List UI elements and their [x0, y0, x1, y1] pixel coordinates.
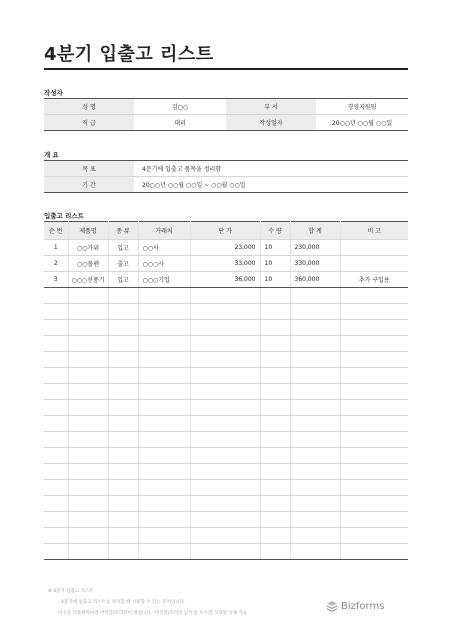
- cell-unit-price[interactable]: 36,000: [190, 272, 260, 288]
- empty-cell[interactable]: [340, 320, 408, 336]
- empty-table-row: [44, 464, 408, 480]
- empty-cell[interactable]: [260, 464, 290, 480]
- empty-cell[interactable]: [44, 384, 68, 400]
- empty-table-row: [44, 448, 408, 464]
- empty-cell[interactable]: [108, 432, 138, 448]
- cell-product[interactable]: ○○볼펜: [68, 256, 108, 272]
- cell-quantity[interactable]: 10: [260, 256, 290, 272]
- cell-no[interactable]: 2: [44, 256, 68, 272]
- period-label: 기 간: [44, 177, 134, 193]
- empty-cell[interactable]: [138, 288, 190, 304]
- empty-cell[interactable]: [138, 512, 190, 528]
- empty-cell[interactable]: [190, 384, 260, 400]
- cell-client[interactable]: ○○사: [138, 240, 190, 256]
- empty-cell[interactable]: [138, 352, 190, 368]
- empty-cell[interactable]: [260, 304, 290, 320]
- empty-cell[interactable]: [108, 464, 138, 480]
- empty-cell[interactable]: [190, 528, 260, 544]
- header-note: 비 고: [340, 222, 408, 240]
- empty-cell[interactable]: [290, 320, 340, 336]
- empty-cell[interactable]: [290, 480, 340, 496]
- empty-table-row: [44, 432, 408, 448]
- empty-cell[interactable]: [290, 288, 340, 304]
- empty-cell[interactable]: [108, 384, 138, 400]
- empty-cell[interactable]: [340, 432, 408, 448]
- empty-cell[interactable]: [190, 336, 260, 352]
- goal-value[interactable]: 4분기에 입출고 품목을 정리함: [134, 161, 408, 177]
- header-client: 거래처: [138, 222, 190, 240]
- empty-cell[interactable]: [138, 320, 190, 336]
- cell-unit-price[interactable]: 33,000: [190, 256, 260, 272]
- empty-cell[interactable]: [260, 320, 290, 336]
- footer-description: - 4분기에 입출고 리스트를 정리할 때 사용할 수 있는 문서입니다.: [58, 600, 186, 605]
- cell-total[interactable]: 360,000: [290, 272, 340, 288]
- empty-cell[interactable]: [68, 464, 108, 480]
- empty-cell[interactable]: [68, 544, 108, 560]
- empty-cell[interactable]: [68, 368, 108, 384]
- header-total: 합 계: [290, 222, 340, 240]
- empty-cell[interactable]: [190, 496, 260, 512]
- cell-product[interactable]: ○○가위: [68, 240, 108, 256]
- cell-quantity[interactable]: 10: [260, 240, 290, 256]
- empty-cell[interactable]: [44, 480, 68, 496]
- empty-cell[interactable]: [340, 496, 408, 512]
- empty-table-row: [44, 528, 408, 544]
- bizforms-logo: [326, 600, 384, 612]
- empty-cell[interactable]: [260, 384, 290, 400]
- empty-table-row: [44, 288, 408, 304]
- cell-product[interactable]: ○○○선풍기: [68, 272, 108, 288]
- empty-cell[interactable]: [68, 352, 108, 368]
- empty-cell[interactable]: [108, 400, 138, 416]
- empty-cell[interactable]: [290, 304, 340, 320]
- empty-cell[interactable]: [138, 304, 190, 320]
- empty-cell[interactable]: [44, 464, 68, 480]
- empty-cell[interactable]: [290, 416, 340, 432]
- empty-cell[interactable]: [44, 512, 68, 528]
- empty-table-row: [44, 352, 408, 368]
- empty-cell[interactable]: [340, 528, 408, 544]
- empty-cell[interactable]: [290, 384, 340, 400]
- empty-cell[interactable]: [138, 448, 190, 464]
- empty-cell[interactable]: [290, 368, 340, 384]
- empty-cell[interactable]: [68, 512, 108, 528]
- empty-cell[interactable]: [138, 336, 190, 352]
- empty-cell[interactable]: [340, 288, 408, 304]
- empty-table-row: [44, 368, 408, 384]
- empty-cell[interactable]: [190, 512, 260, 528]
- empty-cell[interactable]: [108, 416, 138, 432]
- empty-cell[interactable]: [290, 448, 340, 464]
- cell-note[interactable]: 추가 구입용: [340, 272, 408, 288]
- empty-cell[interactable]: [260, 544, 290, 560]
- empty-cell[interactable]: [44, 496, 68, 512]
- empty-table-row: [44, 336, 408, 352]
- empty-cell[interactable]: [108, 528, 138, 544]
- empty-cell[interactable]: [138, 480, 190, 496]
- title-divider: [44, 68, 408, 70]
- overview-section-label: 개 요: [44, 151, 59, 159]
- cell-note[interactable]: [340, 240, 408, 256]
- empty-cell[interactable]: [190, 368, 260, 384]
- empty-cell[interactable]: [108, 288, 138, 304]
- table-row: [44, 240, 408, 256]
- empty-cell[interactable]: [260, 448, 290, 464]
- empty-cell[interactable]: [44, 304, 68, 320]
- empty-cell[interactable]: [44, 368, 68, 384]
- empty-cell[interactable]: [260, 336, 290, 352]
- empty-cell[interactable]: [44, 528, 68, 544]
- author-row: [44, 115, 408, 131]
- empty-cell[interactable]: [108, 368, 138, 384]
- cell-quantity[interactable]: 10: [260, 272, 290, 288]
- empty-cell[interactable]: [190, 352, 260, 368]
- empty-cell[interactable]: [138, 416, 190, 432]
- empty-cell[interactable]: [68, 320, 108, 336]
- empty-table-row: [44, 512, 408, 528]
- empty-cell[interactable]: [68, 288, 108, 304]
- empty-cell[interactable]: [290, 512, 340, 528]
- empty-cell[interactable]: [44, 288, 68, 304]
- author-section-label: 작성자: [44, 89, 63, 97]
- empty-cell[interactable]: [340, 464, 408, 480]
- empty-cell[interactable]: [44, 432, 68, 448]
- empty-cell[interactable]: [108, 320, 138, 336]
- empty-cell[interactable]: [340, 352, 408, 368]
- rank-value[interactable]: 대리: [134, 115, 226, 131]
- empty-cell[interactable]: [108, 544, 138, 560]
- empty-cell[interactable]: [190, 448, 260, 464]
- empty-cell[interactable]: [138, 464, 190, 480]
- empty-cell[interactable]: [340, 544, 408, 560]
- empty-cell[interactable]: [340, 448, 408, 464]
- empty-cell[interactable]: [44, 400, 68, 416]
- name-label: 성 명: [44, 99, 134, 115]
- empty-cell[interactable]: [190, 304, 260, 320]
- empty-cell[interactable]: [108, 304, 138, 320]
- date-value[interactable]: 20○○년 ○○월 ○○일: [316, 115, 408, 131]
- empty-cell[interactable]: [44, 544, 68, 560]
- empty-cell[interactable]: [108, 496, 138, 512]
- empty-cell[interactable]: [190, 320, 260, 336]
- empty-cell[interactable]: [190, 480, 260, 496]
- empty-cell[interactable]: [44, 416, 68, 432]
- table-header-row: [44, 222, 408, 240]
- cell-no[interactable]: 3: [44, 272, 68, 288]
- department-value[interactable]: 경영지원팀: [316, 99, 408, 115]
- empty-cell[interactable]: [68, 304, 108, 320]
- overview-row: [44, 161, 408, 177]
- footer-note: [48, 586, 247, 619]
- header-product: 제품명: [68, 222, 108, 240]
- empty-cell[interactable]: [260, 512, 290, 528]
- inout-list-table: [44, 221, 408, 560]
- empty-cell[interactable]: [138, 400, 190, 416]
- empty-cell[interactable]: [138, 432, 190, 448]
- empty-cell[interactable]: [290, 336, 340, 352]
- empty-cell[interactable]: [108, 512, 138, 528]
- empty-cell[interactable]: [44, 352, 68, 368]
- empty-cell[interactable]: [340, 416, 408, 432]
- empty-cell[interactable]: [260, 352, 290, 368]
- empty-cell[interactable]: [138, 528, 190, 544]
- cell-type[interactable]: 입고: [108, 272, 138, 288]
- empty-cell[interactable]: [190, 464, 260, 480]
- overview-row: [44, 177, 408, 193]
- empty-cell[interactable]: [68, 496, 108, 512]
- empty-table-row: [44, 416, 408, 432]
- empty-table-row: [44, 544, 408, 560]
- author-table: [44, 98, 408, 131]
- empty-cell[interactable]: [260, 288, 290, 304]
- empty-cell[interactable]: [260, 496, 290, 512]
- date-label: 작성일자: [226, 115, 316, 131]
- empty-cell[interactable]: [108, 336, 138, 352]
- overview-table: [44, 160, 408, 193]
- empty-cell[interactable]: [290, 400, 340, 416]
- author-row: [44, 99, 408, 115]
- empty-table-row: [44, 496, 408, 512]
- empty-cell[interactable]: [260, 480, 290, 496]
- name-value[interactable]: 김○○: [134, 99, 226, 115]
- empty-cell[interactable]: [290, 432, 340, 448]
- cell-total[interactable]: 230,000: [290, 240, 340, 256]
- rank-label: 직 급: [44, 115, 134, 131]
- empty-cell[interactable]: [68, 448, 108, 464]
- empty-cell[interactable]: [68, 336, 108, 352]
- empty-table-row: [44, 480, 408, 496]
- cell-unit-price[interactable]: 23,000: [190, 240, 260, 256]
- empty-cell[interactable]: [44, 448, 68, 464]
- list-section-label: 입출고 리스트: [44, 212, 84, 220]
- empty-cell[interactable]: [44, 336, 68, 352]
- empty-cell[interactable]: [260, 432, 290, 448]
- table-row: [44, 272, 408, 288]
- empty-cell[interactable]: [260, 400, 290, 416]
- table-row: [44, 256, 408, 272]
- empty-cell[interactable]: [290, 528, 340, 544]
- empty-cell[interactable]: [68, 400, 108, 416]
- empty-table-row: [44, 304, 408, 320]
- empty-cell[interactable]: [340, 480, 408, 496]
- goal-label: 목 표: [44, 161, 134, 177]
- bizforms-logo-text: Bizforms: [341, 600, 385, 612]
- empty-cell[interactable]: [340, 336, 408, 352]
- empty-cell[interactable]: [290, 496, 340, 512]
- period-value[interactable]: 20○○년 ○○월 ○○일 ~ ○○월 ○○일: [134, 177, 408, 193]
- empty-cell[interactable]: [190, 400, 260, 416]
- empty-cell[interactable]: [290, 544, 340, 560]
- empty-cell[interactable]: [190, 544, 260, 560]
- empty-cell[interactable]: [68, 432, 108, 448]
- empty-cell[interactable]: [108, 480, 138, 496]
- header-no: 순 번: [44, 222, 68, 240]
- empty-cell[interactable]: [290, 352, 340, 368]
- empty-table-row: [44, 320, 408, 336]
- bizforms-logo-icon: [326, 600, 338, 612]
- empty-cell[interactable]: [138, 368, 190, 384]
- empty-cell[interactable]: [138, 384, 190, 400]
- footer-instruction: 이곳을 더블클릭하면 머리글/꼬리말이 열립니다. '머리말/꼬리말 닫기'를 누르면 꼬리말 삭제 가능: [58, 611, 248, 616]
- cell-type[interactable]: 출고: [108, 256, 138, 272]
- empty-cell[interactable]: [260, 368, 290, 384]
- department-label: 부 서: [226, 99, 316, 115]
- empty-cell[interactable]: [190, 416, 260, 432]
- page-title: 4분기 입출고 리스트: [44, 44, 214, 65]
- empty-cell[interactable]: [68, 416, 108, 432]
- empty-cell[interactable]: [190, 288, 260, 304]
- empty-table-row: [44, 384, 408, 400]
- empty-cell[interactable]: [68, 480, 108, 496]
- empty-cell[interactable]: [340, 304, 408, 320]
- cell-note[interactable]: [340, 256, 408, 272]
- empty-cell[interactable]: [340, 512, 408, 528]
- empty-cell[interactable]: [68, 384, 108, 400]
- empty-cell[interactable]: [260, 528, 290, 544]
- empty-cell[interactable]: [340, 400, 408, 416]
- empty-cell[interactable]: [68, 528, 108, 544]
- empty-cell[interactable]: [138, 544, 190, 560]
- cell-no[interactable]: 1: [44, 240, 68, 256]
- empty-cell[interactable]: [138, 496, 190, 512]
- cell-total[interactable]: 330,000: [290, 256, 340, 272]
- empty-cell[interactable]: [190, 432, 260, 448]
- header-unit-price: 단 가: [190, 222, 260, 240]
- empty-cell[interactable]: [108, 352, 138, 368]
- empty-cell[interactable]: [290, 464, 340, 480]
- empty-table-row: [44, 400, 408, 416]
- empty-cell[interactable]: [340, 384, 408, 400]
- cell-client[interactable]: ○○○기업: [138, 272, 190, 288]
- empty-cell[interactable]: [108, 448, 138, 464]
- empty-cell[interactable]: [340, 368, 408, 384]
- header-type: 종 류: [108, 222, 138, 240]
- cell-client[interactable]: ○○○사: [138, 256, 190, 272]
- header-quantity: 수 량: [260, 222, 290, 240]
- footer-title-text: 4분기 입출고 리스트: [53, 589, 94, 594]
- cell-type[interactable]: 입고: [108, 240, 138, 256]
- footer-title: ※ 4분기 입출고 리스트: [48, 589, 94, 594]
- empty-cell[interactable]: [44, 320, 68, 336]
- empty-cell[interactable]: [260, 416, 290, 432]
